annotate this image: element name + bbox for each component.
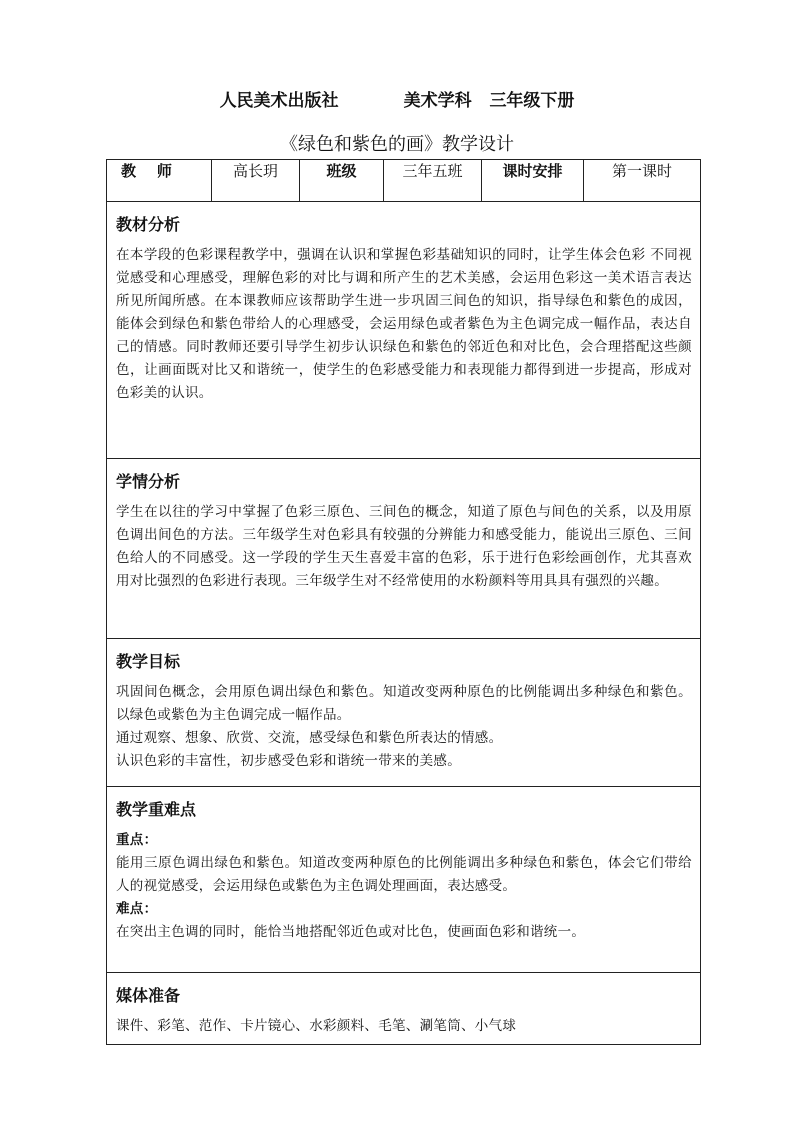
key-points-body xyxy=(116,829,692,944)
key-point-text: 能用三原色调出绿色和紫色。知道改变两种原色的比例能调出多种绿色和紫色，体会它们带给人的视觉感受，会运用绿色或紫色为主色调处理画面，表达感受。 xyxy=(116,855,692,894)
info-row xyxy=(107,160,701,202)
media-prep-section xyxy=(107,973,701,1045)
key-points-title: 教学重难点 xyxy=(116,800,197,819)
key-points-row xyxy=(107,787,701,973)
subject-name: 美术学科 xyxy=(403,91,472,111)
material-analysis-row xyxy=(107,202,701,459)
key-point-label: 重点： xyxy=(116,832,158,848)
teaching-goals-title: 教学目标 xyxy=(116,652,181,671)
material-analysis-text: 在本学段的色彩课程教学中，强调在认识和掌握色彩基础知识的同时，让学生体会色彩 不同视觉感受和心理感受，理解色彩的对比与调和所产生的艺术美感，会运用色彩这一美术语言表达所见所闻所感。在本课教师应该帮助学生进一步巩固三间色的知识，指导绿色和紫色的成因，能体会到绿色和紫色带给人的心理感受，会运用绿色或者紫色为主色调完成一幅作品，表达自己的情感。同时教师还要引导学生初步认识绿色和紫色的邻近色和对比色，会合理搭配这些颜色，让画面既对比又和谐统一，使学生的色彩感受能力和表现能力都得到进一步提高，形成对色彩美的认识。 xyxy=(116,247,692,401)
media-prep-title: 媒体准备 xyxy=(116,986,181,1005)
student-analysis-section xyxy=(107,459,701,639)
goal-line: 通过观察、想象、欣赏、交流，感受绿色和紫色所表达的情感。 xyxy=(116,730,503,746)
student-analysis-text: 学生在以往的学习中掌握了色彩三原色、三间色的概念，知道了原色与间色的关系，以及用原色调出间色的方法。三年级学生对色彩具有较强的分辨能力和感受能力，能说出三原色、三间色给人的不同感受。这一学段的学生天生喜爱丰富的色彩，乐于进行色彩绘画创作，尤其喜欢用对比强烈的色彩进行表现。三年级学生对不经常使用的水粉颜料等用具具有强烈的兴趣。 xyxy=(116,504,692,589)
goal-line: 巩固间色概念，会用原色调出绿色和紫色。知道改变两种原色的比例能调出多种绿色和紫色。以绿色或紫色为主色调完成一幅作品。 xyxy=(116,684,692,723)
material-analysis-body xyxy=(116,244,692,405)
class-label: 班级 xyxy=(300,160,384,202)
teaching-goals-body xyxy=(116,681,692,773)
teacher-label: 教 师 xyxy=(107,160,212,202)
material-analysis-section xyxy=(107,202,701,459)
material-analysis-title: 教材分析 xyxy=(116,215,181,234)
publisher-name: 人民美术出版社 xyxy=(219,91,339,111)
key-points-section xyxy=(107,787,701,973)
student-analysis-row xyxy=(107,459,701,639)
difficult-point-text: 在突出主色调的同时，能恰当地搭配邻近色或对比色，使画面色彩和谐统一。 xyxy=(116,924,586,940)
student-analysis-body xyxy=(116,501,692,593)
teacher-name: 高长玥 xyxy=(212,160,300,202)
teaching-goals-section xyxy=(107,639,701,787)
class-value: 三年五班 xyxy=(384,160,482,202)
student-analysis-title: 学情分析 xyxy=(116,472,181,491)
lesson-plan-table xyxy=(106,159,701,1045)
document-title: 《绿色和紫色的画》教学设计 xyxy=(280,134,514,155)
media-prep-text: 课件、彩笔、范作、卡片镜心、水彩颜料、毛笔、涮笔筒、小气球 xyxy=(116,1018,517,1034)
schedule-value: 第一课时 xyxy=(584,160,701,202)
teaching-goals-row xyxy=(107,639,701,787)
schedule-label: 课时安排 xyxy=(482,160,584,202)
difficult-point-label: 难点： xyxy=(116,901,158,917)
media-prep-body xyxy=(116,1015,692,1038)
goal-line: 认识色彩的丰富性，初步感受色彩和谐统一带来的美感。 xyxy=(116,753,461,769)
grade-name: 三年级下册 xyxy=(489,91,575,111)
document-header xyxy=(0,86,794,111)
media-prep-row xyxy=(107,973,701,1045)
